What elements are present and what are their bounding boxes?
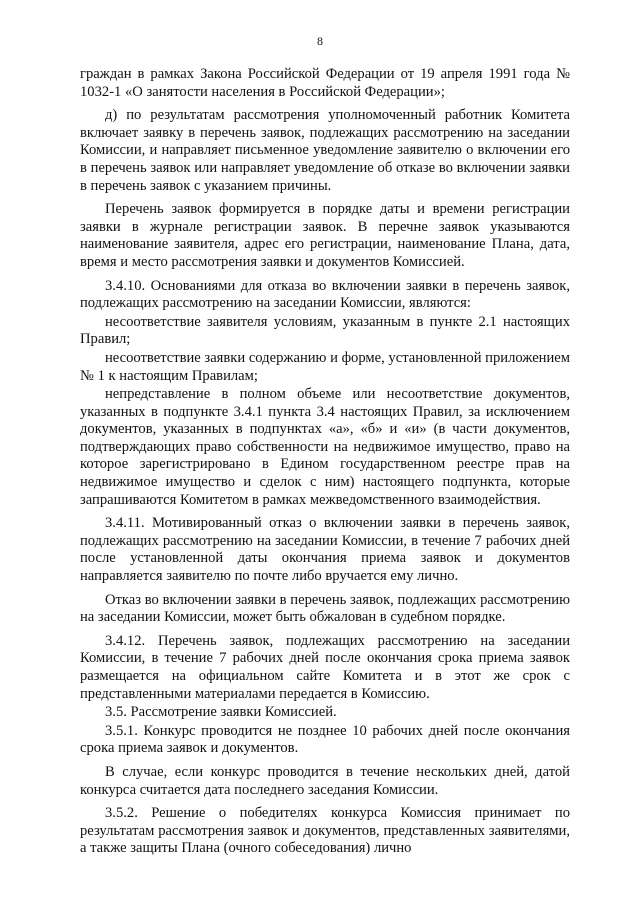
- paragraph-contest-date: В случае, если конкурс проводится в течение нескольких дней, датой конкурса считается дата последнего заседания Комиссии.: [80, 763, 570, 798]
- paragraph-item-d: д) по результатам рассмотрения уполномоченный работник Комитета включает заявку в перечень заявок, подлежащих рассмотрению на заседании Комиссии, и направляет письменное уведомление заявителю о включении его в перечень заявок или направляет уведомление об отказе во включении заявки в перечень заявок с указанием причины.: [80, 107, 570, 194]
- paragraph-3-5-2: 3.5.2. Решение о победителях конкурса Комиссия принимает по результатам рассмотрения заявок и документов, представленных заявителями, а также защиты Плана (очного собеседования) лично: [80, 805, 570, 857]
- paragraph-3-5-1: 3.5.1. Конкурс проводится не позднее 10 рабочих дней после окончания срока приема заявок и документов.: [80, 722, 570, 757]
- paragraph-refusal-reason-2: несоответствие заявки содержанию и форме, установленной приложением № 1 к настоящим Правилам;: [80, 349, 570, 384]
- paragraph-3-5: 3.5. Рассмотрение заявки Комиссией.: [105, 704, 337, 721]
- page-number: 8: [317, 34, 323, 48]
- paragraph-application-list: Перечень заявок формируется в порядке даты и времени регистрации заявки в журнале регистрации заявок. В перечне заявок указываются наименование заявителя, адрес его регистрации, наименование Плана, дата, время и место рассмотрения заявки и документов Комиссией.: [80, 201, 570, 270]
- document-body: [80, 66, 570, 864]
- paragraph-3-4-11: 3.4.11. Мотивированный отказ о включении заявки в перечень заявок, подлежащих рассмотрению на заседании Комиссии, в течение 7 рабочих дней после установленной даты окончания приема заявок и документов направляется заявителю по почте либо вручается ему лично.: [80, 515, 570, 585]
- paragraph-refusal-reason-1: несоответствие заявителя условиям, указанным в пункте 2.1 настоящих Правил;: [80, 313, 570, 348]
- paragraph-law-reference: граждан в рамках Закона Российской Федерации от 19 апреля 1991 года № 1032-1 «О занятости населения в Российской Федерации»;: [80, 66, 570, 100]
- paragraph-3-4-10: 3.4.10. Основаниями для отказа во включении заявки в перечень заявок, подлежащих рассмотрению на заседании Комиссии, являются:: [80, 277, 570, 312]
- paragraph-refusal-reason-3: непредставление в полном объеме или несоответствие документов, указанных в подпункте 3.4.1 пункта 3.4 настоящих Правил, за исключением документов, указанных в подпунктах «а», «б» и «и» (в части документов, подтверждающих право собственности на недвижимое имущество, право на которое зарегистрировано в Едином государственном реестре прав на недвижимое имущество и сделок с ним) настоящего подпункта, которые запрашиваются Комитетом в рамках межведомственного взаимодействия.: [80, 386, 570, 508]
- paragraph-3-4-12: 3.4.12. Перечень заявок, подлежащих рассмотрению на заседании Комиссии, в течение 7 рабочих дней после окончания срока приема заявок размещается на официальном сайте Комитета и в этот же срок с представленными материалами передается в Комиссию.: [80, 632, 570, 702]
- paragraph-appeal: Отказ во включении заявки в перечень заявок, подлежащих рассмотрению на заседании Комиссии, может быть обжалован в судебном порядке.: [80, 591, 570, 626]
